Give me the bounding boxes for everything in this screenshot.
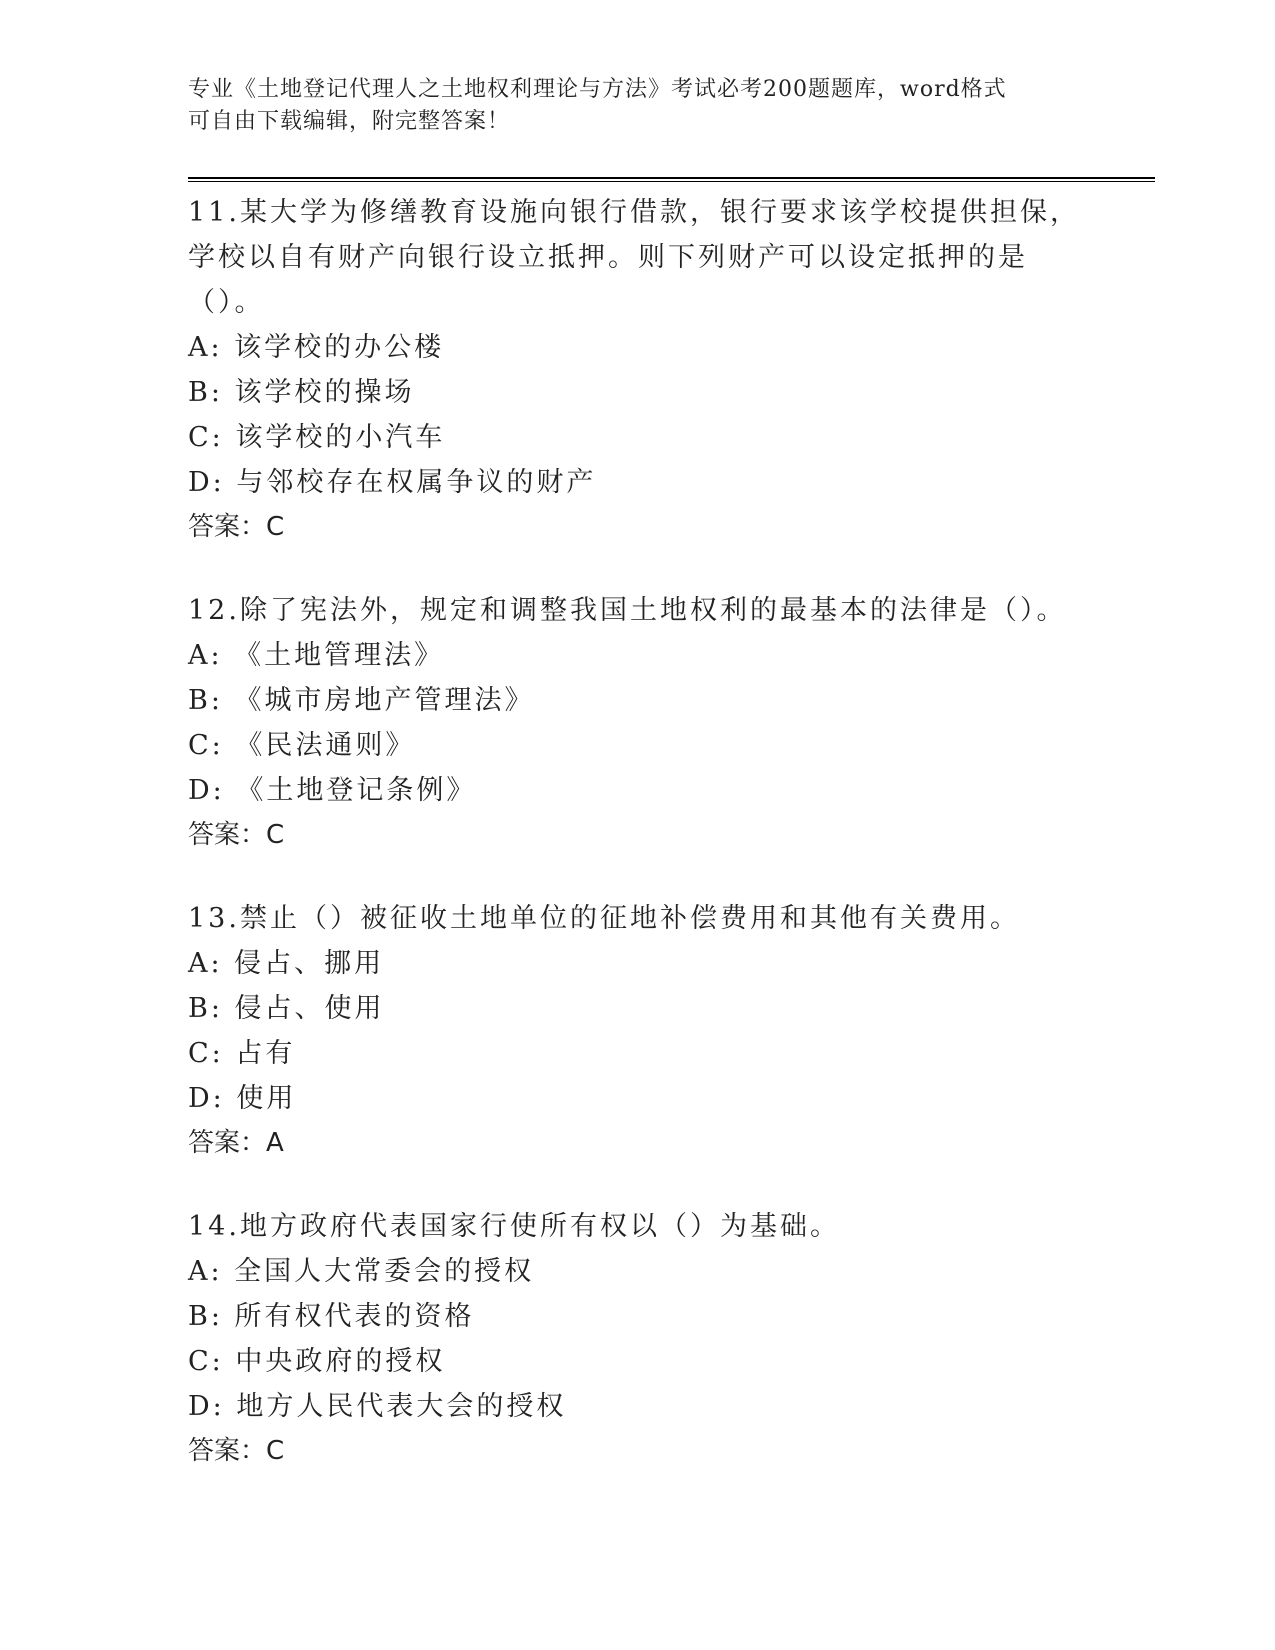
option-d: D: 与邻校存在权属争议的财产 (188, 467, 597, 498)
option-b: B: 《城市房地产管理法》 (188, 685, 535, 716)
option-d: D: 使用 (188, 1083, 297, 1114)
answer-line: 答案：C (188, 820, 285, 850)
question-stem: 13.禁止（）被征收土地单位的征地补偿费用和其他有关费用。 (188, 903, 1020, 934)
question-11 (188, 190, 1088, 550)
answer-line: 答案：C (188, 1436, 285, 1466)
question-13 (188, 896, 1088, 1166)
option-b: B: 侵占、使用 (188, 993, 385, 1024)
option-c: C: 中央政府的授权 (188, 1346, 446, 1377)
answer-line: 答案：A (188, 1128, 284, 1158)
question-stem: 14.地方政府代表国家行使所有权以（）为基础。 (188, 1211, 840, 1242)
question-14 (188, 1204, 1088, 1474)
option-d: D: 地方人民代表大会的授权 (188, 1391, 567, 1422)
option-c: C: 占有 (188, 1038, 296, 1069)
option-b: B: 该学校的操场 (188, 377, 415, 408)
option-a: A: 全国人大常委会的授权 (188, 1256, 535, 1287)
header-divider-thin (188, 181, 1155, 182)
option-c: C: 《民法通则》 (188, 730, 416, 761)
option-b: B: 所有权代表的资格 (188, 1301, 475, 1332)
option-c: C: 该学校的小汽车 (188, 422, 446, 453)
question-stem: 11.某大学为修缮教育设施向银行借款，银行要求该学校提供担保，学校以自有财产向银行设立抵押。则下列财产可以设定抵押的是（）。 (188, 197, 1080, 318)
option-a: A: 该学校的办公楼 (188, 332, 445, 363)
question-list (188, 190, 1088, 1512)
question-stem: 12.除了宪法外，规定和调整我国土地权利的最基本的法律是（）。 (188, 595, 1067, 626)
option-a: A: 侵占、挪用 (188, 948, 385, 979)
header-divider-thick (188, 177, 1155, 179)
document-header (188, 74, 1088, 138)
header-line-2: 可自由下载编辑，附完整答案！ (188, 109, 511, 134)
question-12 (188, 588, 1088, 858)
option-a: A: 《土地管理法》 (188, 640, 445, 671)
header-line-1: 专业《土地登记代理人之土地权利理论与方法》考试必考200题题库，word格式 (188, 77, 1007, 102)
answer-line: 答案：C (188, 512, 285, 542)
option-d: D: 《土地登记条例》 (188, 775, 477, 806)
